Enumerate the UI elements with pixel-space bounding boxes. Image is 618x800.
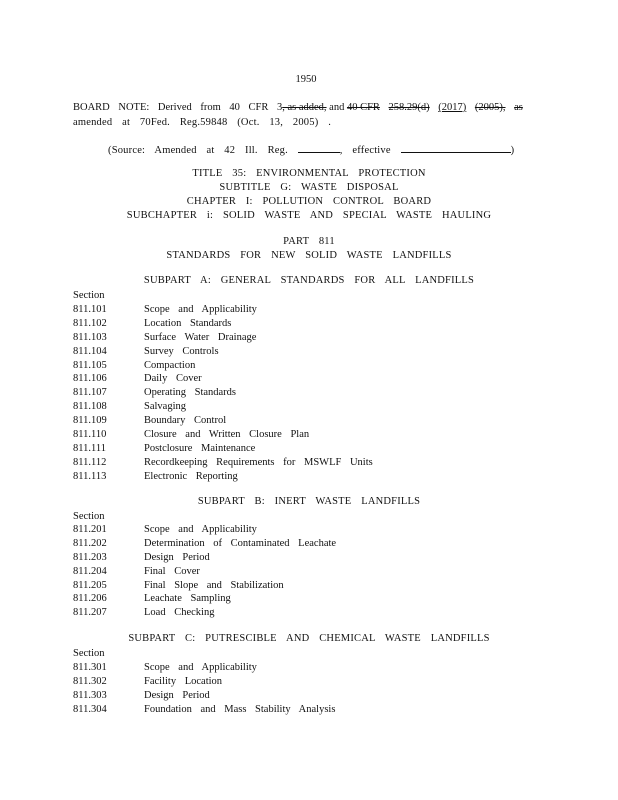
section-row: 811.304 Foundation and Mass Stability Analysis — [73, 703, 336, 715]
board-note-line-2: amended at 70Fed. Reg.59848 (Oct. 13, 2005) . — [73, 117, 332, 128]
section-row: 811.113 Electronic Reporting — [73, 470, 238, 482]
board-note-line-1 — [73, 100, 523, 115]
subpart-b-section-list — [73, 523, 336, 620]
source-amended: Amended at 42 Ill. Reg. — [154, 145, 288, 156]
deleted-text: 40 CFR — [346, 102, 380, 113]
board-note-word: from — [200, 102, 221, 113]
board-note-word: CFR — [248, 102, 269, 113]
section-row: 811.201 Scope and Applicability — [73, 524, 257, 535]
source-effective: effective — [352, 145, 391, 156]
section-row: 811.110 Closure and Written Closure Plan — [73, 429, 310, 441]
part-title: STANDARDS FOR NEW SOLID WASTE LANDFILLS — [166, 250, 452, 261]
section-row: 811.109 Boundary Control — [73, 415, 227, 427]
section-label: Section — [73, 511, 105, 522]
subpart-b-title: SUBPART B: INERT WASTE LANDFILLS — [197, 496, 421, 507]
board-note-label-2: NOTE: — [118, 102, 150, 113]
board-note-citation: 3, as added, and 40 CFR — [276, 102, 380, 113]
section-row: 811.206 Leachate Sampling — [73, 593, 231, 605]
subpart-c-section-list — [73, 661, 335, 717]
page-number: 1950 — [295, 74, 317, 85]
section-row: 811.302 Facility Location — [73, 675, 223, 687]
source-close: ) — [510, 145, 515, 156]
section-row: 811.102 Location Standards — [73, 317, 232, 329]
register-blank — [298, 142, 340, 153]
source-note — [108, 142, 514, 158]
section-row: 811.105 Compaction — [73, 359, 196, 371]
section-row: 811.107 Operating Standards — [73, 387, 237, 399]
section-row: 811.303 Design Period — [73, 689, 210, 701]
subpart-a-section-list — [73, 303, 373, 484]
section-row: 811.203 Design Period — [73, 551, 210, 563]
deleted-text: 258.29(d) — [388, 102, 430, 113]
section-row: 811.202 Determination of Contaminated Leachate — [73, 537, 337, 549]
board-note — [73, 100, 523, 130]
source-open: (Source: — [108, 145, 146, 156]
deleted-text: , as added, — [282, 102, 327, 113]
subpart-c-title: SUBPART C: PUTRESCIBLE AND CHEMICAL WASTE LANDFILLS — [128, 633, 490, 644]
subpart-a-title: SUBPART A: GENERAL STANDARDS FOR ALL LANDFILLS — [143, 275, 475, 286]
section-row: 811.101 Scope and Applicability — [73, 304, 257, 315]
section-row: 811.112 Recordkeeping Requirements for MSWLF Units — [73, 456, 373, 468]
subchapter-heading: SUBCHAPTER i: SOLID WASTE AND SPECIAL WASTE HAULING — [126, 210, 492, 221]
section-row: 811.204 Final Cover — [73, 565, 200, 577]
subtitle-heading: SUBTITLE G: WASTE DISPOSAL — [219, 182, 399, 193]
section-row: 811.111 Postclosure Maintenance — [73, 442, 256, 454]
section-label: Section — [73, 648, 105, 659]
title-heading: TITLE 35: ENVIRONMENTAL PROTECTION — [192, 168, 426, 179]
source-comma: , — [339, 145, 343, 156]
inserted-text: (2017) — [438, 102, 467, 113]
section-row: 811.207 Load Checking — [73, 607, 215, 619]
section-label: Section — [73, 290, 105, 301]
section-row: 811.106 Daily Cover — [73, 373, 202, 385]
section-row: 811.103 Surface Water Drainage — [73, 331, 257, 343]
section-row: 811.108 Salvaging — [73, 401, 186, 413]
section-row: 811.205 Final Slope and Stabilization — [73, 579, 284, 591]
deleted-text: (2005), — [474, 102, 506, 113]
board-note-word: Derived — [157, 102, 192, 113]
part-heading: PART 811 — [283, 236, 335, 247]
chapter-heading: CHAPTER I: POLLUTION CONTROL BOARD — [186, 196, 432, 207]
section-row: 811.301 Scope and Applicability — [73, 662, 257, 673]
section-row: 811.104 Survey Controls — [73, 345, 219, 357]
board-note-label: BOARD — [73, 102, 110, 113]
effective-date-blank — [401, 142, 511, 153]
board-note-word: 40 — [229, 102, 240, 113]
deleted-text: as — [514, 102, 523, 113]
